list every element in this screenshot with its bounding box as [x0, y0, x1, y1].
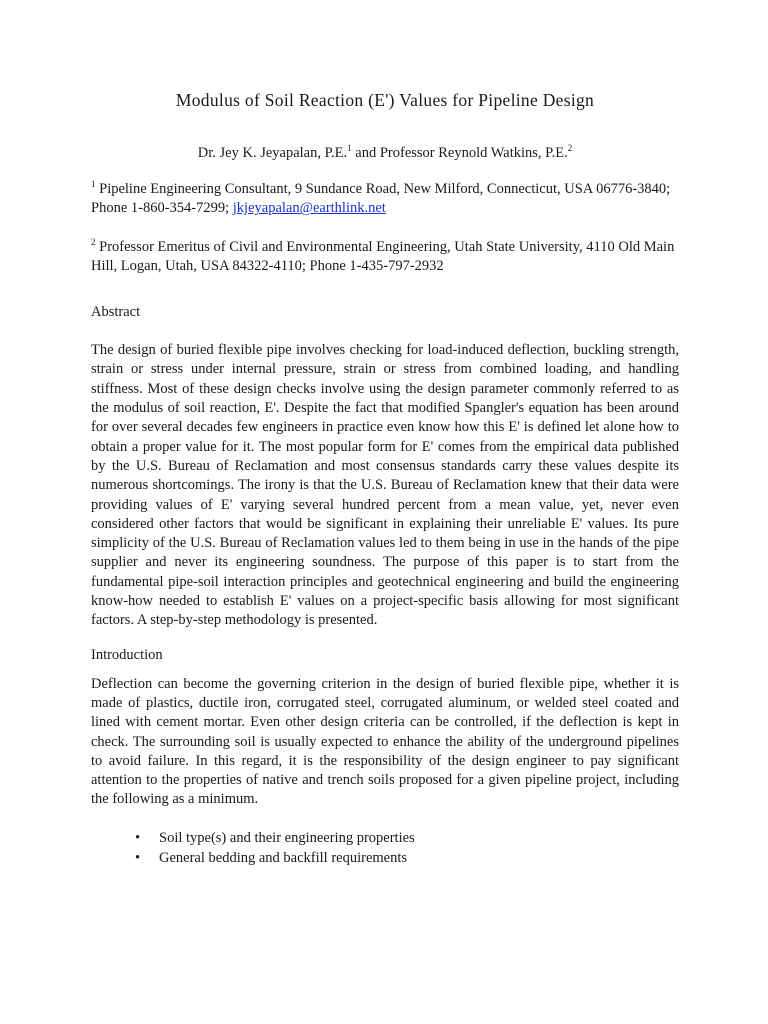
list-item-text: Soil type(s) and their engineering properties — [159, 829, 415, 846]
introduction-heading: Introduction — [91, 646, 163, 663]
bullet-icon: • — [135, 849, 141, 866]
author-line — [91, 145, 679, 162]
affiliation-1-text: Pipeline Engineering Consultant, 9 Sundance Road, New Milford, Connecticut, USA 06776-3840; Phone 1-860-354-7299; — [91, 181, 671, 217]
author-connector: and — [351, 145, 380, 161]
list-item-text: General bedding and backfill requirements — [159, 849, 408, 866]
author-2-mark: 2 — [567, 143, 573, 154]
introduction-text: Deflection can become the governing criterion in the design of buried flexible pipe, whether it is made of plastics, ductile iron, corrugated steel, corrugated aluminum, or welded steel coated and lined with cement mortar. Even other design criteria can be controlled, if the deflection is kept in check. The surrounding soil is usually expected to enhance the ability of the underground pipelines to avoid failure. In this regard, it is the responsibility of the design engineer to pay significant attention to the properties of native and trench soils proposed for a given pipeline project, including the following as a minimum. — [91, 675, 679, 808]
author-1-name: Dr. Jey K. Jeyapalan, P.E. — [197, 145, 348, 161]
paper-title: Modulus of Soil Reaction (E') Values for Pipeline Design — [175, 90, 595, 110]
author-email-link[interactable]: jkjeyapalan@earthlink.net — [232, 200, 386, 217]
list-item — [135, 848, 679, 868]
affiliation-1 — [91, 180, 679, 219]
affiliation-2-mark: 2 — [91, 236, 96, 247]
affiliation-2 — [91, 238, 679, 277]
affiliation-2-text: Professor Emeritus of Civil and Environmental Engineering, Utah State University, 4110 Old Main Hill, Logan, Utah, USA 84322-4110; Phone 1-435-797-2932 — [91, 238, 675, 274]
author-1-mark: 1 — [347, 143, 352, 154]
affiliation-1-mark: 1 — [91, 179, 96, 190]
abstract-text: The design of buried flexible pipe involves checking for load-induced deflection, buckling strength, strain or stress under internal pressure, strain or stress from combined loading, and handling stiffness. Most of these design checks involve using the design parameter commonly referred to as the modulus of soil reaction, E'. Despite the fact that modified Spangler's equation has been around for over several decades few engineers in practice even know how this E' is defined let alone how to obtain a proper value for it. The most popular form for E' comes from the empirical data published by the U.S. Bureau of Reclamation and most consensus standards carry these values despite its numerous shortcomings. The irony is that the U.S. Bureau of Reclamation knew that their data were providing values of E' varying several hundred percent from a mean value, yet, never even considered other factors that would be significant in explaining their unreliable E' values. Its pure simplicity of the U.S. Bureau of Reclamation values led to them being in use in the hands of the pipe supplier and never its engineering soundness. The purpose of this paper is to start from the fundamental pipe-soil interaction principles and geotechnical engineering and build the engineering know-how needed to establish E' values on a project-specific basis allowing for most significant factors. A step-by-step methodology is presented. — [91, 342, 679, 629]
author-2-name: Professor Reynold Watkins, P.E. — [379, 145, 568, 161]
bullet-icon: • — [135, 829, 141, 846]
requirements-list — [91, 828, 679, 868]
abstract-heading: Abstract — [91, 304, 141, 321]
list-item — [135, 828, 679, 848]
